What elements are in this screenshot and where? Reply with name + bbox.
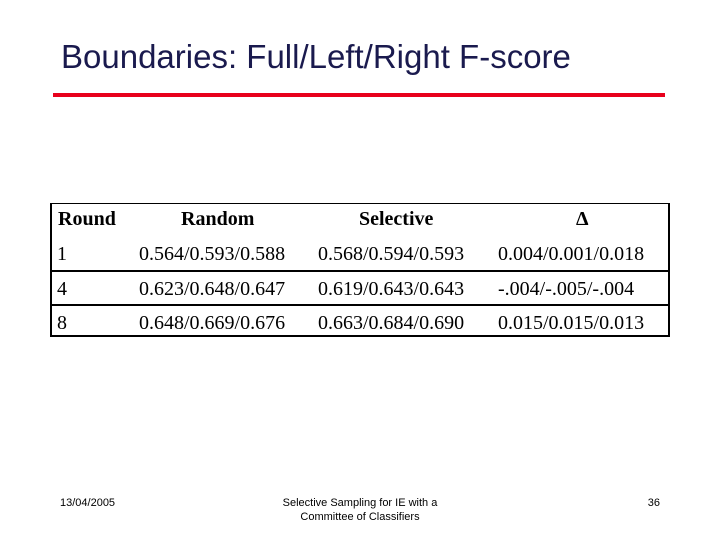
table-cell-delta: 0.004/0.001/0.018 — [498, 243, 645, 265]
table-cell-selective: 0.568/0.594/0.593 — [318, 243, 465, 265]
table-cell-random: 0.648/0.669/0.676 — [139, 312, 286, 334]
row-separator — [52, 304, 668, 306]
table-cell-delta: -.004/-.005/-.004 — [498, 278, 635, 300]
table-cell-round: 8 — [57, 312, 67, 334]
table-cell-selective: 0.663/0.684/0.690 — [318, 312, 465, 334]
header-round: Round — [58, 208, 116, 230]
footer-caption-line1: Selective Sampling for IE with a — [282, 497, 438, 509]
footer-caption-line2: Committee of Classifiers — [300, 511, 420, 523]
header-delta: Δ — [576, 208, 589, 230]
table-cell-random: 0.564/0.593/0.588 — [139, 243, 286, 265]
page-number: 36 — [647, 497, 660, 509]
footer-caption — [250, 496, 470, 524]
table-cell-round: 1 — [57, 243, 67, 265]
header-selective: Selective — [359, 208, 434, 230]
table-cell-delta: 0.015/0.015/0.013 — [498, 312, 645, 334]
slide-title: Boundaries: Full/Left/Right F-score — [61, 38, 571, 75]
footer-date: 13/04/2005 — [60, 497, 116, 509]
row-separator — [52, 270, 668, 272]
table-cell-random: 0.623/0.648/0.647 — [139, 278, 286, 300]
table-cell-selective: 0.619/0.643/0.643 — [318, 278, 465, 300]
title-underline — [53, 93, 665, 97]
header-random: Random — [181, 208, 255, 230]
table-cell-round: 4 — [57, 278, 67, 300]
